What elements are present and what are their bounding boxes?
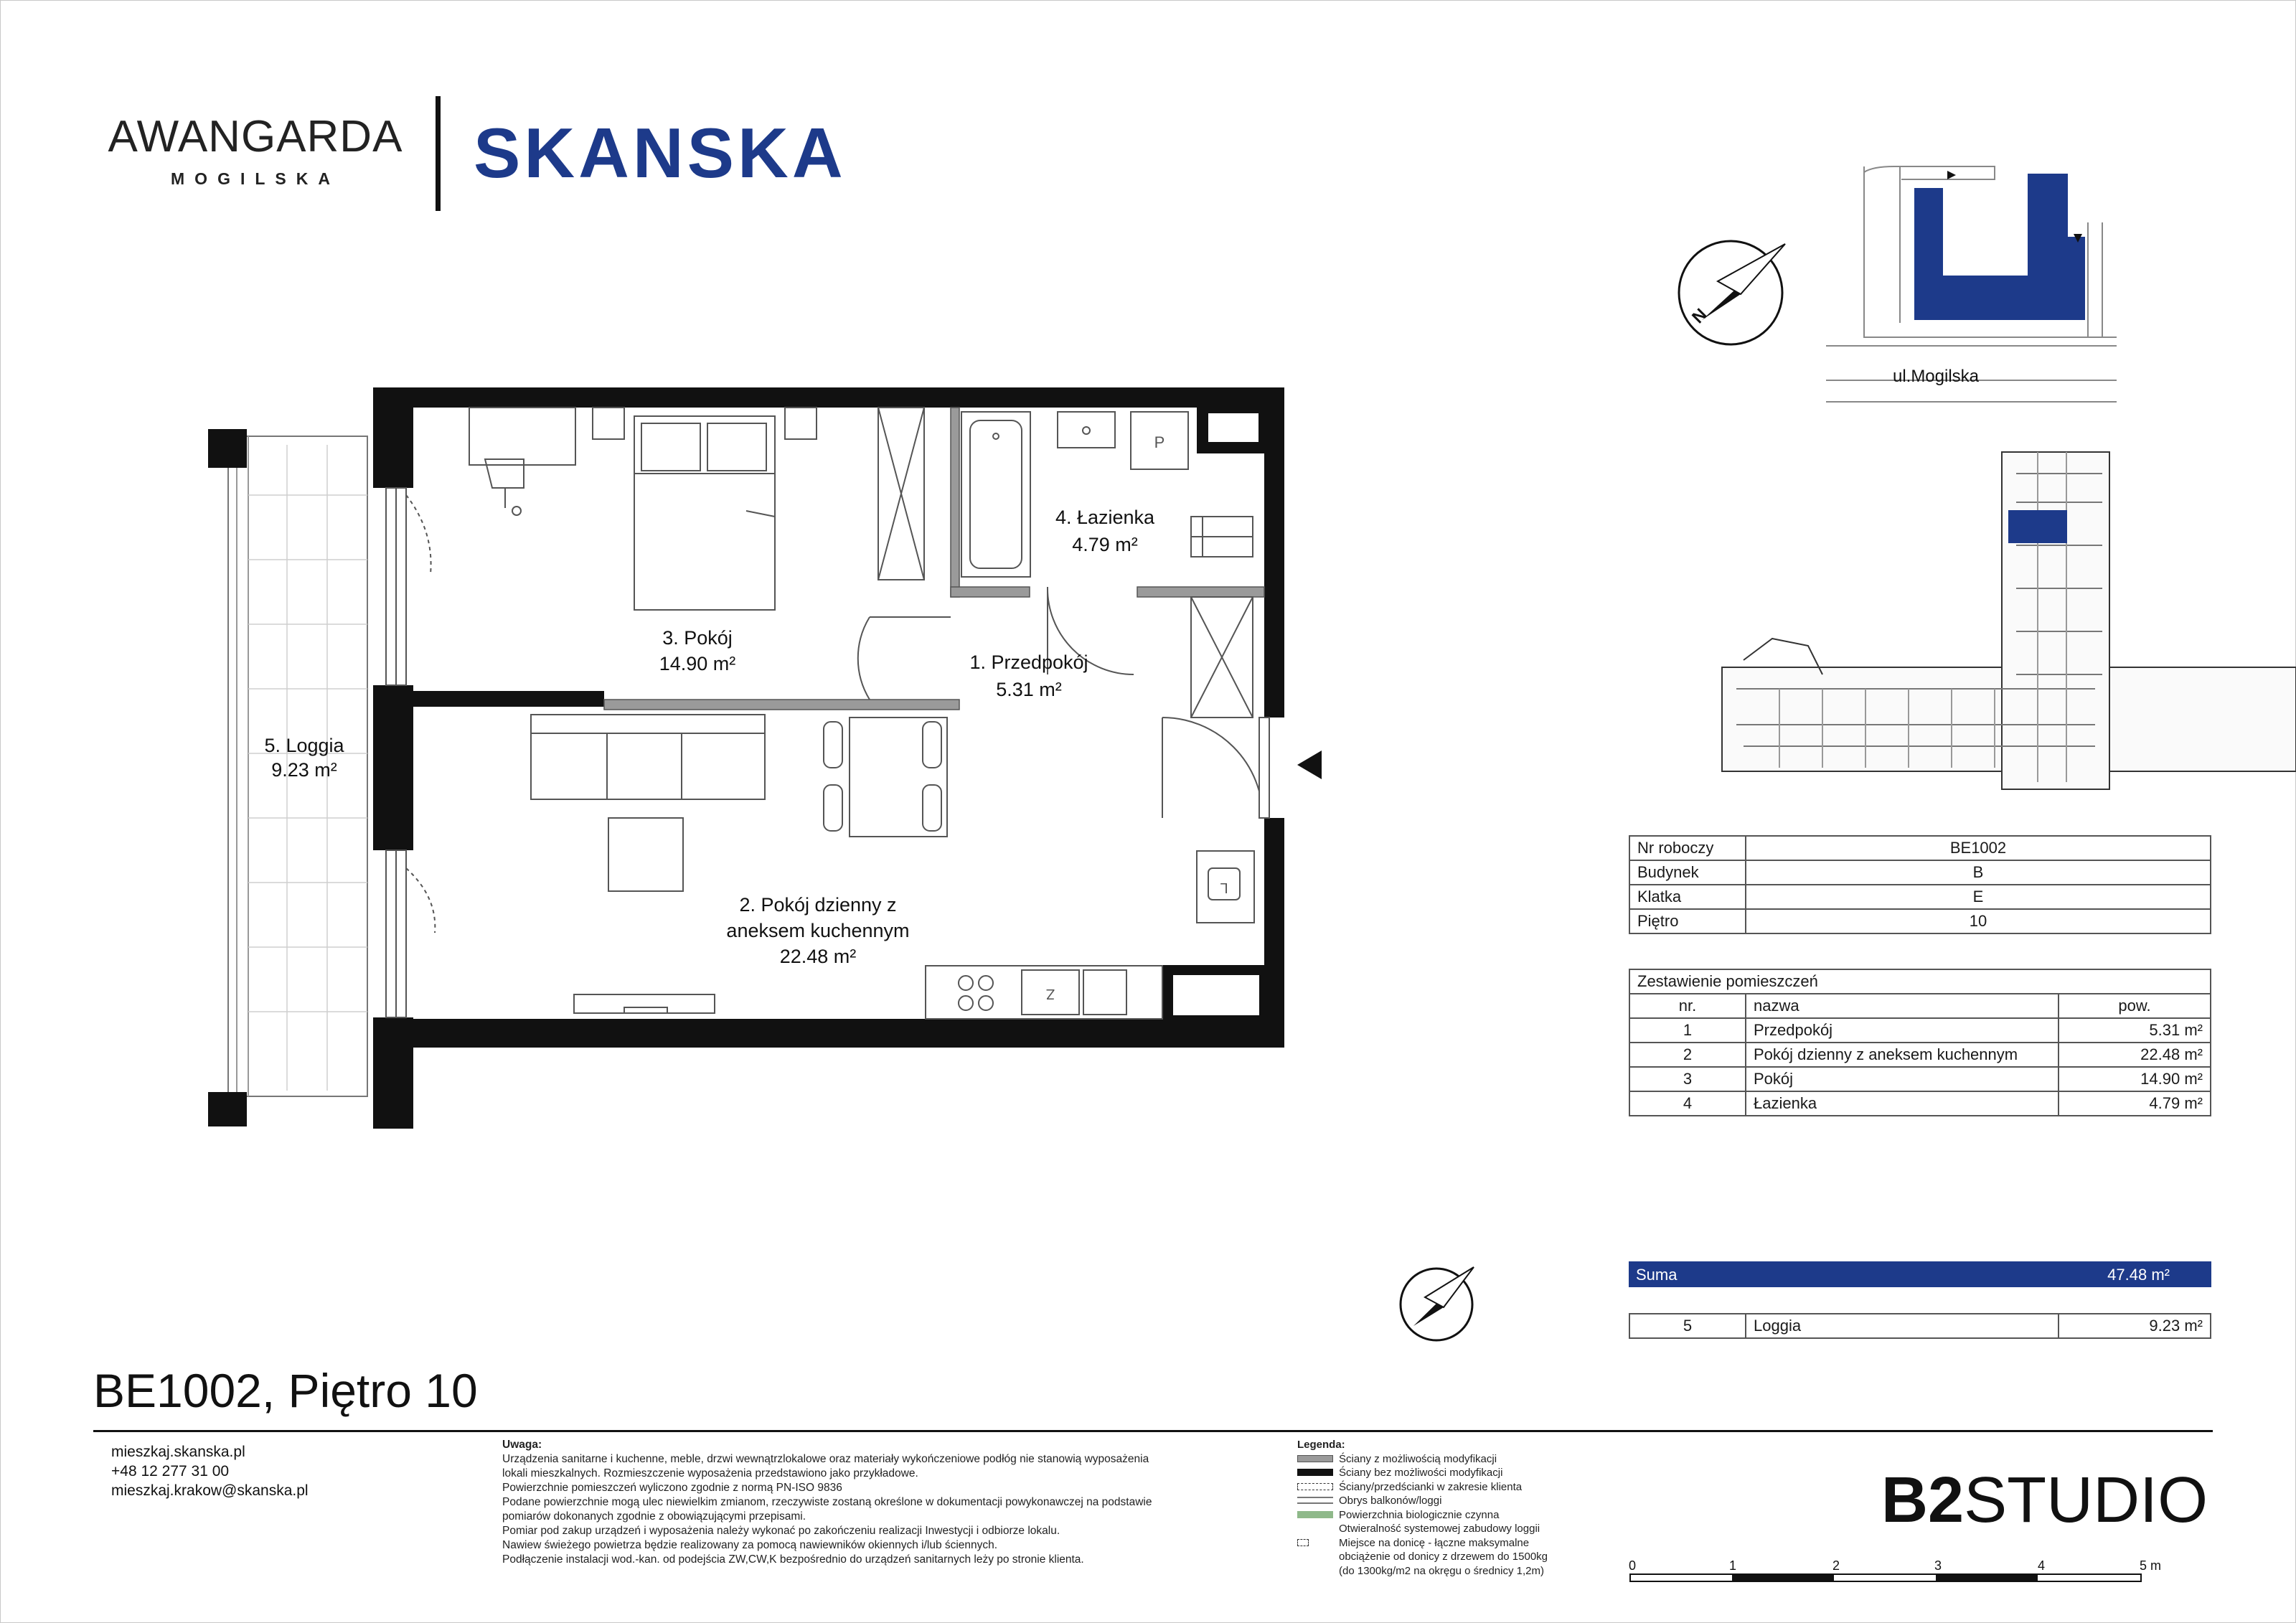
legend-swatch-none: [1297, 1525, 1333, 1532]
notes-line: Pomiar pod zakup urządzeń i wyposażenia należy wykonać po zakończeniu realizacji Inwestycji i odbiorze lokalu.: [502, 1525, 1060, 1537]
legend-swatch-modifiable: [1297, 1455, 1333, 1462]
notes-line: Urządzenia sanitarne i kuchenne, meble, drzwi wewnątrzlokalowe oraz materiały wykończeniowe podłóg nie stanowią wyposażenia: [502, 1453, 1149, 1465]
info-label: Klatka: [1629, 885, 1746, 909]
site-plan: [1826, 166, 2117, 402]
legend-title: Legenda:: [1297, 1439, 1345, 1451]
contact-email[interactable]: mieszkaj.krakow@skanska.pl: [111, 1482, 309, 1499]
info-value: 10: [1746, 909, 2211, 933]
room-area-pokoj-dzienny: 22.48 m²: [779, 946, 857, 967]
notes-line: pomiarów dokonanych zgodnie z obowiązującymi przepisami.: [502, 1510, 806, 1523]
awangarda-logo-text: AWANGARDA: [108, 112, 403, 161]
sum-value: 47.48 m²: [2107, 1266, 2170, 1284]
skanska-logo: SKANSKA: [474, 113, 847, 192]
header-name: nazwa: [1746, 994, 2059, 1018]
info-label: Nr roboczy: [1629, 836, 1746, 860]
legend-swatch-green: [1297, 1511, 1333, 1518]
notes-line: Powierzchnie pomieszczeń wyliczono zgodnie z normą PN-ISO 9836: [502, 1482, 842, 1494]
loggia-table: [1629, 1313, 2211, 1339]
notes-block: [502, 1438, 1205, 1567]
row-name: Pokój dzienny z aneksem kuchennym: [1746, 1043, 2059, 1067]
room-area-przedpokoj: 5.31 m²: [996, 679, 1062, 700]
rooms-table: [1629, 969, 2211, 1116]
site-street-label: ul.Mogilska: [1892, 367, 1980, 386]
table-row: [1629, 1067, 2211, 1091]
info-value: BE1002: [1746, 836, 2211, 860]
legend-item: [1297, 1550, 1599, 1564]
row-area: 14.90 m²: [2059, 1067, 2211, 1091]
contact-block: [111, 1442, 309, 1500]
legend-swatch-balcony: [1297, 1497, 1333, 1504]
room-label-loggia: 5. Loggia: [264, 735, 344, 756]
notes-line: lokali mieszkalnych. Rozmieszczenie wyposażenia przedstawiono jako przykładowe.: [502, 1467, 918, 1479]
row-name: Przedpokój: [1746, 1018, 2059, 1043]
info-value: B: [1746, 860, 2211, 885]
rooms-table-title-row: [1629, 969, 2211, 994]
legend-swatch-client: [1297, 1483, 1333, 1490]
legend-swatch-pot: [1297, 1539, 1309, 1546]
scale-label-4: 4: [2038, 1558, 2046, 1573]
info-label: Budynek: [1629, 860, 1746, 885]
notes-line: Podłączenie instalacji wod.-kan. od podejścia ZW,CW,K bezpośrednio do urządzeń sanitarnych leży po stronie klienta.: [502, 1553, 1084, 1566]
legend-item: [1297, 1564, 1599, 1579]
room-area-lazienka: 4.79 m²: [1072, 534, 1138, 555]
row-area: 4.79 m²: [2059, 1091, 2211, 1116]
notes-line: Podane powierzchnie mogą ulec niewielkim zmianom, rzeczywiste zostaną określone w dokumentacji powykonawczej na podstawie: [502, 1496, 1152, 1508]
room-label-przedpokoj: 1. Przedpokój: [969, 651, 1088, 673]
legend-swatch-none: [1297, 1567, 1333, 1574]
info-value: E: [1746, 885, 2211, 909]
row-name: Łazienka: [1746, 1091, 2059, 1116]
legend-item: [1297, 1494, 1599, 1508]
legend-item: [1297, 1522, 1599, 1536]
row-name: Loggia: [1746, 1314, 2059, 1338]
row-nr: 3: [1629, 1067, 1746, 1091]
table-row: [1629, 1043, 2211, 1067]
legend-text: (do 1300kg/m2 na okręgu o średnicy 1,2m): [1339, 1564, 1544, 1577]
room-label-pokoj: 3. Pokój: [662, 627, 733, 649]
b2-light: STUDIO: [1964, 1464, 2208, 1536]
footer-divider: [93, 1430, 2213, 1432]
room-label-pokoj-dzienny-l1: 2. Pokój dzienny z: [739, 894, 897, 916]
north-arrow-bottom: [1401, 1267, 1474, 1340]
legend-item: [1297, 1508, 1599, 1523]
room-area-loggia: 9.23 m²: [271, 759, 337, 781]
scale-label-0: 0: [1629, 1558, 1637, 1573]
room-label-lazienka: 4. Łazienka: [1055, 507, 1155, 528]
sum-label: Suma: [1636, 1266, 1678, 1284]
legend-text: Ściany/przedścianki w zakresie klienta: [1339, 1480, 1523, 1493]
scale-bar: [1629, 1558, 2161, 1581]
info-label: Piętro: [1629, 909, 1746, 933]
legend-text: Ściany z możliwością modyfikacji: [1339, 1452, 1497, 1465]
legend-item: [1297, 1466, 1599, 1480]
sum-bar: [1629, 1261, 2211, 1287]
legend-block: [1297, 1438, 1599, 1578]
room-area-pokoj: 14.90 m²: [659, 653, 736, 674]
row-area: 5.31 m²: [2059, 1018, 2211, 1043]
contact-phone[interactable]: +48 12 277 31 00: [111, 1463, 230, 1479]
svg-text:L: L: [1220, 880, 1228, 895]
table-row: [1629, 885, 2211, 909]
header-nr: nr.: [1629, 994, 1746, 1018]
b2-bold: B2: [1881, 1464, 1965, 1536]
row-nr: 2: [1629, 1043, 1746, 1067]
north-arrow-top: [1679, 241, 1785, 344]
unit-title: BE1002, Piętro 10: [93, 1364, 478, 1417]
building-key-plan: [1722, 452, 2296, 789]
mogilska-logo-text: MOGILSKA: [171, 169, 340, 188]
legend-text: Powierzchnia biologicznie czynna: [1339, 1508, 1500, 1521]
svg-text:N: N: [1688, 304, 1711, 328]
table-row: [1629, 1091, 2211, 1116]
rooms-table-header: [1629, 994, 2211, 1018]
legend-text: Otwieralność systemowej zabudowy loggii: [1339, 1523, 1540, 1535]
legend-text: Ściany bez możliwości modyfikacji: [1339, 1467, 1503, 1479]
row-nr: 4: [1629, 1091, 1746, 1116]
scale-label-2: 2: [1832, 1558, 1840, 1573]
table-row: [1629, 909, 2211, 933]
row-area: 22.48 m²: [2059, 1043, 2211, 1067]
legend-swatch-fixed: [1297, 1469, 1333, 1476]
legend-item: [1297, 1536, 1599, 1551]
legend-text: obciążenie od donicy z drzewem do 1500kg: [1339, 1551, 1548, 1563]
table-row: [1629, 860, 2211, 885]
header-area: pow.: [2059, 994, 2211, 1018]
row-name: Pokój: [1746, 1067, 2059, 1091]
table-row: [1629, 1018, 2211, 1043]
row-nr: 1: [1629, 1018, 1746, 1043]
svg-text:P: P: [1154, 433, 1165, 451]
table-row: [1629, 1314, 2211, 1338]
table-row: [1629, 836, 2211, 860]
scale-label-3: 3: [1934, 1558, 1942, 1573]
rooms-table-title: Zestawienie pomieszczeń: [1629, 969, 2211, 994]
floor-plan: [208, 387, 1322, 1129]
row-area: 9.23 m²: [2059, 1314, 2211, 1338]
scale-label-5: 5 m: [2140, 1558, 2162, 1573]
unit-info-table: [1629, 835, 2211, 934]
b2studio-logo: [1881, 1464, 2208, 1536]
legend-item: [1297, 1452, 1599, 1467]
row-nr: 5: [1629, 1314, 1746, 1338]
notes-line: Nawiew świeżego powietrza będzie realizowany za pomocą nawiewników okiennych i/lub ściennych.: [502, 1539, 998, 1551]
legend-swatch-none: [1297, 1553, 1333, 1560]
legend-text: Obrys balkonów/loggi: [1339, 1495, 1442, 1507]
svg-text:Z: Z: [1045, 986, 1055, 1002]
notes-title: Uwaga:: [502, 1439, 542, 1451]
scale-label-1: 1: [1729, 1558, 1737, 1573]
contact-web[interactable]: mieszkaj.skanska.pl: [111, 1444, 245, 1460]
legend-item: [1297, 1480, 1599, 1495]
legend-text: Miejsce na donicę - łączne maksymalne: [1339, 1536, 1530, 1549]
room-label-pokoj-dzienny-l2: aneksem kuchennym: [726, 920, 910, 941]
